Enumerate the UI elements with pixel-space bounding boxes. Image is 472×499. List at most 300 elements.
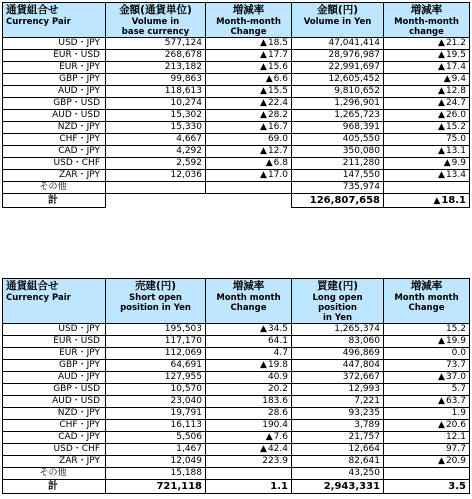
vol_base-cell (106, 134, 206, 146)
short-cell-value: 10,570 (170, 384, 202, 394)
currency-pair-value: ZAR・JPY (59, 170, 100, 180)
change-cell (206, 444, 292, 456)
short-cell-value: 112,069 (164, 348, 202, 358)
change-cell (206, 74, 292, 86)
table-row (3, 396, 470, 408)
total-row (3, 480, 470, 494)
change-cell-value: 64.1 (267, 336, 288, 346)
change-cell-value: 16.7 (267, 122, 288, 132)
total-short (106, 480, 206, 494)
change-cell-value: 183.6 (262, 396, 288, 406)
change-cell-value: 20.2 (267, 384, 288, 394)
short-cell (106, 468, 206, 480)
increase-triangle-icon: ▲ (260, 62, 267, 72)
change-cell-value: 20.9 (445, 456, 466, 466)
currency-pair-value: USD・CHF (53, 158, 100, 168)
vol_base-cell (106, 170, 206, 182)
short-cell (106, 324, 206, 336)
change-cell (384, 146, 470, 158)
currency-pair-value: EUR・USD (53, 50, 100, 60)
long-cell-value: 93,235 (348, 408, 380, 418)
vol_yen-cell (292, 50, 384, 62)
increase-triangle-icon: ▲ (260, 360, 267, 370)
table-row (3, 38, 470, 50)
empty-cell (206, 468, 292, 480)
vol_base-cell-value: 577,124 (164, 38, 202, 48)
table-row (3, 146, 470, 158)
increase-triangle-icon: ▲ (438, 420, 445, 430)
table-row (3, 408, 470, 420)
change-cell-value: 28.2 (267, 110, 288, 120)
other-label-value: その他 (39, 468, 67, 478)
short-cell-value: 1,467 (176, 444, 202, 454)
currency-pair-value: GBP・USD (53, 384, 100, 394)
change-cell-value: 15.2 (445, 122, 466, 132)
header-en: Month-month (216, 17, 281, 27)
header-en: Short open (129, 293, 182, 303)
long-cell-value: 12,664 (348, 444, 380, 454)
currency-pair-value: NZD・JPY (57, 122, 100, 132)
change-cell-value: 73.7 (445, 360, 466, 370)
header-cell (106, 279, 206, 324)
vol_base-cell (106, 62, 206, 74)
table-row (3, 158, 470, 170)
currency-pair-value: CAD・JPY (58, 146, 100, 156)
change-cell-value: 63.7 (445, 396, 466, 406)
change-cell (384, 170, 470, 182)
table-row (3, 324, 470, 336)
empty-cell (384, 468, 470, 480)
vol_yen-cell (292, 86, 384, 98)
total-change-value: 1.1 (270, 481, 288, 492)
change-cell-value: 22.4 (267, 98, 288, 108)
change-cell (384, 134, 470, 146)
header-en: Month month (216, 293, 281, 303)
vol_yen-cell (292, 158, 384, 170)
vol_base-cell-value: 4,292 (176, 146, 202, 156)
change-cell-value: 5.7 (451, 384, 466, 394)
change-cell (384, 348, 470, 360)
currency-pair (3, 170, 106, 182)
change-cell-value: 28.6 (267, 408, 288, 418)
table-row (3, 360, 470, 372)
long-cell (292, 444, 384, 456)
change-cell-value: 17.7 (267, 50, 288, 60)
table-row (3, 372, 470, 384)
vol_yen-cell (292, 110, 384, 122)
change-cell-value: 18.5 (267, 38, 288, 48)
vol_base-cell-value: 213,182 (164, 62, 202, 72)
change-cell (206, 170, 292, 182)
currency-pair (3, 456, 106, 468)
vol_yen-cell-value: 147,550 (342, 170, 380, 180)
change-cell (206, 86, 292, 98)
total-row (3, 194, 470, 208)
header-cell (3, 3, 106, 38)
currency-pair-value: EUR・JPY (59, 62, 100, 72)
increase-triangle-icon: ▲ (433, 195, 441, 206)
currency-pair-value: USD・JPY (58, 324, 100, 334)
vol_base-cell (106, 98, 206, 110)
change-cell (206, 384, 292, 396)
vol_yen-cell-value: 1,296,901 (334, 98, 380, 108)
change-cell (206, 122, 292, 134)
change-cell (206, 348, 292, 360)
long-cell-value: 496,869 (342, 348, 380, 358)
currency-pair-value: USD・CHF (53, 444, 100, 454)
short-cell (106, 336, 206, 348)
long-cell-value: 83,060 (348, 336, 380, 346)
change-cell-value: 37.0 (445, 372, 466, 382)
change-cell (384, 62, 470, 74)
table-row (3, 170, 470, 182)
change-cell-value: 34.5 (267, 324, 288, 334)
header-en: Volume in Yen (303, 17, 372, 27)
table-row (3, 86, 470, 98)
long-cell (292, 360, 384, 372)
change-cell-value: 9.4 (451, 74, 466, 84)
vol_yen-cell (292, 74, 384, 86)
vol_yen-cell (292, 134, 384, 146)
total-change-value: 18.1 (441, 194, 466, 206)
volume-table (2, 2, 470, 208)
total-label (3, 194, 106, 208)
change-cell (206, 432, 292, 444)
change-cell (384, 98, 470, 110)
table-row (3, 348, 470, 360)
increase-triangle-icon: ▲ (438, 146, 445, 156)
short-cell (106, 396, 206, 408)
increase-triangle-icon: ▲ (443, 74, 451, 84)
vol_yen-cell-value: 211,280 (342, 158, 380, 168)
increase-triangle-icon: ▲ (438, 170, 445, 180)
vol_base-cell-value: 118,613 (164, 86, 202, 96)
change-cell (206, 110, 292, 122)
increase-triangle-icon: ▲ (260, 170, 267, 180)
empty-cell (106, 182, 206, 194)
vol_yen-cell (292, 122, 384, 134)
currency-pair (3, 86, 106, 98)
total-volume-value: 126,807,658 (309, 195, 380, 206)
table-row (3, 98, 470, 110)
long-cell (292, 384, 384, 396)
vol_yen-cell-value: 9,810,652 (334, 86, 380, 96)
vol_base-cell-value: 15,330 (170, 122, 202, 132)
short-cell-value: 15,188 (170, 468, 202, 478)
change-cell (384, 122, 470, 134)
header-ja: 売建(円) (134, 280, 177, 292)
header-en: in Yen (322, 313, 353, 323)
short-cell (106, 348, 206, 360)
header-en: Currency Pair (6, 17, 71, 27)
long-cell-value: 447,804 (342, 360, 380, 370)
empty-cell (206, 182, 292, 194)
increase-triangle-icon: ▲ (260, 444, 267, 454)
other-label-value: その他 (39, 182, 67, 192)
vol_yen-cell (292, 38, 384, 50)
increase-triangle-icon: ▲ (443, 158, 451, 168)
change-cell-value: 97.7 (445, 444, 466, 454)
long-cell-value: 82,641 (348, 456, 380, 466)
change-cell (206, 146, 292, 158)
change-cell (384, 456, 470, 468)
long-cell-value: 372,667 (342, 372, 380, 382)
vol_yen-cell-value: 28,976,987 (328, 50, 380, 60)
vol_base-cell (106, 38, 206, 50)
increase-triangle-icon: ▲ (260, 98, 267, 108)
currency-pair-value: EUR・USD (53, 336, 100, 346)
change-cell-value: 1.9 (451, 408, 466, 418)
short-cell-value: 64,691 (170, 360, 202, 370)
change-cell-value: 6.6 (273, 74, 288, 84)
change-cell (206, 420, 292, 432)
increase-triangle-icon: ▲ (438, 336, 445, 346)
currency-pair-value: AUD・JPY (57, 372, 100, 382)
vol_base-cell (106, 122, 206, 134)
total-change (384, 194, 470, 208)
currency-pair-value: NZD・JPY (57, 408, 100, 418)
change-cell (206, 134, 292, 146)
change-cell-value: 17.0 (267, 170, 288, 180)
header-en: change (409, 27, 444, 37)
increase-triangle-icon: ▲ (438, 396, 445, 406)
currency-pair (3, 110, 106, 122)
empty-cell (384, 182, 470, 194)
change-cell-value: 0.0 (451, 348, 466, 358)
change-cell-value: 12.8 (445, 86, 466, 96)
currency-pair (3, 432, 106, 444)
currency-pair-value: CAD・JPY (58, 432, 100, 442)
vol_yen-cell-value: 405,550 (342, 134, 380, 144)
increase-triangle-icon: ▲ (438, 98, 445, 108)
table-row (3, 110, 470, 122)
change-cell (206, 98, 292, 110)
header-ja: 買建(円) (316, 280, 359, 292)
short-cell-value: 127,955 (164, 372, 202, 382)
header-ja: 金額(円) (316, 4, 359, 16)
total-short-value: 721,118 (156, 481, 202, 492)
change-cell-value: 20.6 (445, 420, 466, 430)
vol_yen-cell-value: 350,080 (342, 146, 380, 156)
short-cell (106, 360, 206, 372)
currency-pair-value: AUD・USD (52, 110, 100, 120)
total-long (292, 480, 384, 494)
change-cell-value: 40.9 (267, 372, 288, 382)
short-cell-value: 16,113 (170, 420, 202, 430)
long-cell (292, 408, 384, 420)
vol_yen-cell (292, 98, 384, 110)
change-cell (384, 336, 470, 348)
currency-pair (3, 348, 106, 360)
currency-pair-value: GBP・JPY (59, 74, 100, 84)
currency-pair (3, 146, 106, 158)
vol_yen-cell (292, 182, 384, 194)
vol_base-cell-value: 99,863 (170, 74, 202, 84)
change-cell-value: 15.6 (267, 62, 288, 72)
vol_yen-cell (292, 170, 384, 182)
long-cell-value: 21,757 (348, 432, 380, 442)
change-cell (206, 456, 292, 468)
currency-pair (3, 360, 106, 372)
short-cell (106, 456, 206, 468)
header-ja: 通貨組合せ (6, 280, 59, 292)
total-change (206, 480, 292, 494)
currency-pair-value: ZAR・JPY (59, 456, 100, 466)
long-cell-value: 1,265,374 (334, 324, 380, 334)
vol_base-cell (106, 74, 206, 86)
currency-pair (3, 62, 106, 74)
vol_yen-cell (292, 146, 384, 158)
long-cell (292, 324, 384, 336)
long-cell (292, 372, 384, 384)
header-ja: 増減率 (232, 280, 265, 292)
change-cell-value: 15.5 (267, 86, 288, 96)
currency-pair-value: CHF・JPY (59, 420, 100, 430)
change-cell-value: 4.7 (273, 348, 288, 358)
currency-pair (3, 50, 106, 62)
increase-triangle-icon: ▲ (438, 62, 445, 72)
change-cell-value: 6.8 (273, 158, 288, 168)
vol_base-cell-value: 268,678 (164, 50, 202, 60)
increase-triangle-icon: ▲ (260, 86, 267, 96)
open-position-table (2, 278, 470, 494)
header-ja: 増減率 (410, 280, 443, 292)
header-en: Long open (312, 293, 363, 303)
increase-triangle-icon: ▲ (438, 456, 445, 466)
change-cell (384, 444, 470, 456)
long-cell (292, 432, 384, 444)
header-en: Month month (394, 293, 459, 303)
short-cell (106, 408, 206, 420)
total-volume (292, 194, 384, 208)
header-ja: 通貨組合せ (6, 4, 59, 16)
change-cell-value: 13.4 (445, 170, 466, 180)
currency-pair-value: EUR・JPY (59, 348, 100, 358)
total-label-value: 計 (48, 195, 58, 206)
long-cell (292, 396, 384, 408)
total-label (3, 480, 106, 494)
change-cell (384, 86, 470, 98)
increase-triangle-icon: ▲ (438, 122, 445, 132)
currency-pair (3, 158, 106, 170)
vol_yen-cell-value: 968,391 (342, 122, 380, 132)
vol_yen-cell (292, 62, 384, 74)
table-row (3, 456, 470, 468)
empty-cell (206, 194, 292, 208)
header-row (3, 3, 470, 38)
currency-pair-value: GBP・JPY (59, 360, 100, 370)
vol_base-cell-value: 15,302 (170, 110, 202, 120)
long-cell-value: 7,221 (354, 396, 380, 406)
short-cell (106, 384, 206, 396)
vol_base-cell (106, 146, 206, 158)
short-cell (106, 444, 206, 456)
table-row (3, 50, 470, 62)
change-cell (384, 420, 470, 432)
vol_yen-cell-value: 47,041,414 (328, 38, 380, 48)
header-en: position (318, 303, 357, 313)
change-cell (384, 38, 470, 50)
change-cell (206, 360, 292, 372)
increase-triangle-icon: ▲ (438, 86, 445, 96)
change-cell-value: 69.0 (267, 134, 288, 144)
total-change-value: 3.5 (448, 481, 466, 492)
header-cell (292, 3, 384, 38)
increase-triangle-icon: ▲ (438, 38, 445, 48)
vol_base-cell-value: 4,667 (176, 134, 202, 144)
currency-pair (3, 74, 106, 86)
change-cell-value: 19.5 (445, 50, 466, 60)
short-cell (106, 432, 206, 444)
header-cell (206, 279, 292, 324)
change-cell (384, 372, 470, 384)
total-label-value: 計 (48, 481, 58, 492)
change-cell-value: 9.9 (451, 158, 466, 168)
header-ja: 増減率 (232, 4, 265, 16)
other-row (3, 182, 470, 194)
vol_base-cell (106, 86, 206, 98)
header-en: base currency (121, 27, 190, 37)
header-en: Change (230, 27, 267, 37)
short-cell (106, 420, 206, 432)
vol_base-cell-value: 2,592 (176, 158, 202, 168)
header-cell (384, 279, 470, 324)
vol_base-cell (106, 50, 206, 62)
change-cell (384, 384, 470, 396)
currency-pair-value: GBP・USD (53, 98, 100, 108)
increase-triangle-icon: ▲ (260, 38, 267, 48)
change-cell (384, 396, 470, 408)
table-row (3, 134, 470, 146)
change-cell (206, 38, 292, 50)
increase-triangle-icon: ▲ (260, 146, 267, 156)
change-cell (206, 62, 292, 74)
change-cell (384, 158, 470, 170)
vol_base-cell (106, 110, 206, 122)
change-cell-value: 12.1 (445, 432, 466, 442)
header-cell (384, 3, 470, 38)
change-cell-value: 12.7 (267, 146, 288, 156)
currency-pair (3, 98, 106, 110)
currency-pair (3, 324, 106, 336)
other-label (3, 182, 106, 194)
table-row (3, 122, 470, 134)
header-cell (206, 3, 292, 38)
currency-pair (3, 444, 106, 456)
change-cell (384, 432, 470, 444)
increase-triangle-icon: ▲ (260, 50, 267, 60)
total-long-value: 2,943,331 (323, 481, 380, 492)
increase-triangle-icon: ▲ (260, 122, 267, 132)
header-en: Currency Pair (6, 293, 71, 303)
currency-pair-value: USD・JPY (58, 38, 100, 48)
table-row (3, 384, 470, 396)
change-cell (384, 408, 470, 420)
short-cell (106, 372, 206, 384)
increase-triangle-icon: ▲ (265, 74, 273, 84)
long-cell (292, 336, 384, 348)
change-cell-value: 190.4 (262, 420, 288, 430)
change-cell (384, 360, 470, 372)
vol_yen-cell-value: 735,974 (342, 182, 380, 192)
currency-pair (3, 134, 106, 146)
currency-pair (3, 384, 106, 396)
short-cell-value: 23,040 (170, 396, 202, 406)
table-row (3, 62, 470, 74)
change-cell (206, 396, 292, 408)
header-en: Change (230, 303, 267, 313)
currency-pair (3, 396, 106, 408)
